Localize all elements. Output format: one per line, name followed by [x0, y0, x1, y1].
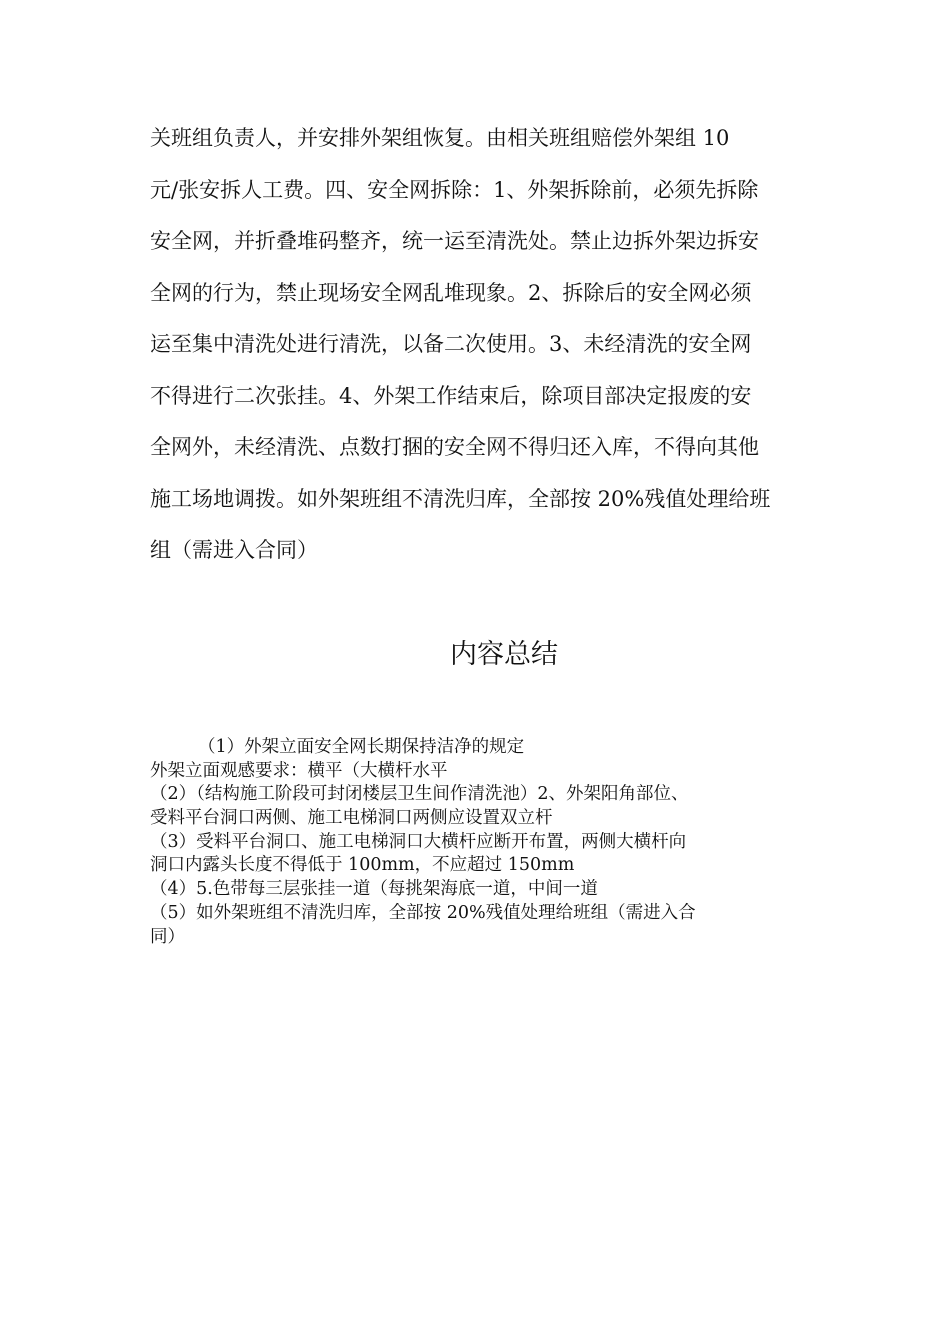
summary-line: 受料平台洞口两侧、施工电梯洞口两侧应设置双立杆 [150, 808, 553, 829]
summary-line: 洞口内露头长度不得低于 100mm，不应超过 150mm [150, 855, 575, 876]
body-line: 施工场地调拨。如外架班组不清洗归库，全部按 20%残值处理给班 [150, 486, 771, 511]
body-line: 安全网，并折叠堆码整齐，统一运至清洗处。禁止边拆外架边拆安 [150, 229, 759, 253]
summary-line: （5）如外架班组不清洗归库，全部按 20%残值处理给班组（需进入合 [150, 902, 696, 923]
summary-line: （3）受料平台洞口、施工电梯洞口大横杆应断开布置，两侧大横杆向 [150, 831, 687, 852]
body-line: 组（需进入合同） [150, 538, 318, 562]
body-line: 不得进行二次张挂。4、外架工作结束后，除项目部决定报废的安 [150, 383, 752, 408]
body-line: 全网的行为，禁止现场安全网乱堆现象。2、拆除后的安全网必须 [150, 280, 752, 305]
summary-title: 内容总结 [450, 639, 558, 670]
body-line: 全网外，未经清洗、点数打捆的安全网不得归还入库，不得向其他 [150, 435, 759, 459]
body-paragraph [150, 120, 802, 584]
summary-line: 外架立面观感要求：横平（大横杆水平 [150, 760, 448, 781]
summary-line: 同） [150, 926, 185, 947]
body-line: 元/张安拆人工费。四、安全网拆除：1、外架拆除前，必须先拆除 [150, 177, 759, 202]
summary-list [150, 736, 810, 949]
summary-line: （4）5.色带每三层张挂一道（每挑架海底一道，中间一道 [150, 879, 598, 900]
body-line: 关班组负责人，并安排外架组恢复。由相关班组赔偿外架组 10 [150, 126, 730, 150]
body-line: 运至集中清洗处进行清洗，以备二次使用。3、未经清洗的安全网 [150, 332, 752, 356]
summary-line: （2）（结构施工阶段可封闭楼层卫生间作清洗池）2、外架阳角部位、 [150, 784, 689, 805]
summary-line: （1）外架立面安全网长期保持洁净的规定 [198, 737, 525, 757]
